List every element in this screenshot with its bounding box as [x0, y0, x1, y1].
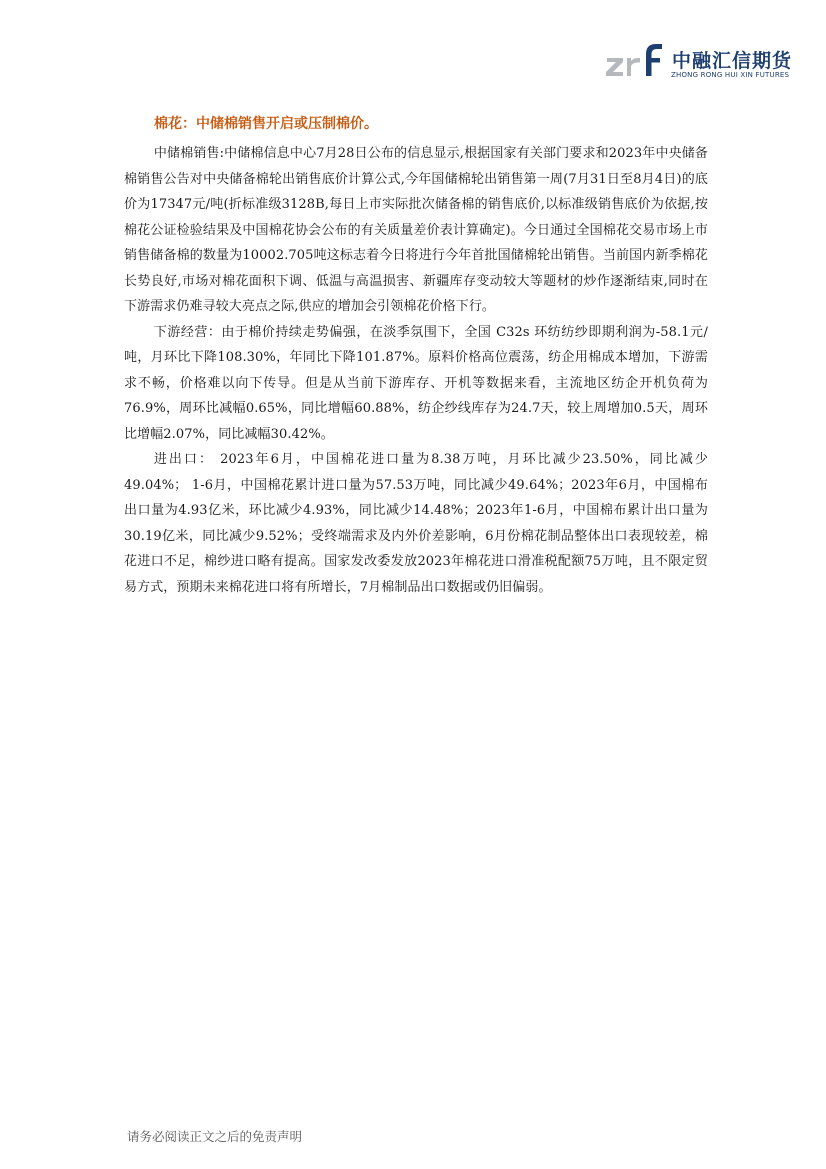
brand-name-en: ZHONG RONG HUI XIN FUTURES — [671, 71, 790, 79]
paragraph-reserve-sales: 中储棉销售:中储棉信息中心7月28日公布的信息显示,根据国家有关部门要求和2023年中央储备棉销售公告对中央储备棉轮出销售底价计算公式,今年国储棉轮出销售第一周(7月31日至8月4日)的底价为17347元/吨(折标准级3128B,每日上市实际批次储备棉的销售底价,以标准级销售底价为依据,按棉花公证检验结果及中国棉花协会公布的有关质量差价表计算确定)。今日通过全国棉花交易市场上市销售储备棉的数量为10002.705吨这标志着今日将进行今年首批国储棉轮出销售。当前国内新季棉花长势良好,市场对棉花面积下调、低温与高温损害、新疆库存变动较大等题材的炒作逐渐结束,同时在下游需求仍难寻较大亮点之际,供应的增加会引领棉花价格下行。 — [124, 146, 708, 314]
section-title: 棉花：中储棉销售开启或压制棉价。 — [154, 116, 378, 132]
zrf-logo-icon — [605, 40, 667, 84]
brand-logo — [605, 40, 805, 84]
disclaimer-footer: 请务必阅读正文之后的免责声明 — [127, 1129, 303, 1144]
paragraph-import-export: 进出口： 2023年6月，中国棉花进口量为8.38万吨，月环比减少23.50%，同比减少49.04%； 1-6月，中国棉花累计进口量为57.53万吨，同比减少49.64%；2023年6月，中国棉布出口量为4.93亿米，环比减少4.93%，同比减少14.48%；2023年1-6月，中国棉布累计出口量为30.19亿米，同比减少9.52%；受终端需求及内外价差影响，6月份棉花制品整体出口表现较差，棉花进口不足，棉纱进口略有提高。国家发改委发放2023年棉花进口滑准税配额75万吨，且不限定贸易方式，预期未来棉花进口将有所增长，7月棉制品出口数据或仍旧偏弱。 — [124, 452, 708, 595]
brand-name-cn: 中融汇信期货 — [672, 50, 793, 72]
report-body — [124, 111, 708, 600]
paragraph-downstream: 下游经营：由于棉价持续走势偏强，在淡季氛围下，全国 C32s 环纺纺纱即期利润为-58.1元/吨，月环比下降108.30%，年同比下降101.87%。原料价格高位震荡，纺企用棉成本增加，下游需求不畅，价格难以向下传导。但是从当前下游库存、开机等数据来看，主流地区纺企开机负荷为76.9%，周环比减幅0.65%，同比增幅60.88%，纺企纱线库存为24.7天，较上周增加0.5天，周环比增幅2.07%，同比减幅30.42%。 — [124, 324, 708, 442]
